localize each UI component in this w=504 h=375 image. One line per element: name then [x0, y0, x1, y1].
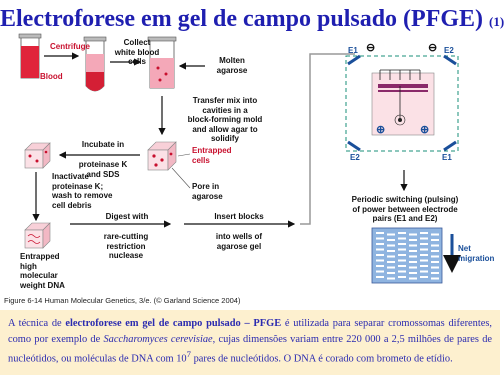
gel-band	[387, 278, 395, 280]
gel-band	[420, 249, 428, 251]
gel-band	[431, 261, 439, 263]
minus-symbol-right: ⊖	[428, 42, 438, 54]
gel-band	[420, 276, 428, 278]
gel-band	[398, 265, 406, 267]
gel-band	[398, 271, 406, 273]
label-e1-top: E1	[348, 46, 358, 55]
minus-symbol-left: ⊖	[366, 42, 376, 54]
gel-band	[387, 267, 395, 269]
label-molten: Molten agarose	[216, 56, 248, 75]
gel-band	[409, 256, 417, 258]
gel-band	[420, 271, 428, 273]
gel-band	[398, 243, 406, 245]
cells-pointer	[178, 154, 190, 156]
gel-band	[420, 260, 428, 262]
gel-band	[420, 243, 428, 245]
text-part-2: é utilizada para separar cromossomas diferentes, como por exemplo de	[8, 318, 493, 345]
gel-band	[431, 245, 439, 247]
gel-band	[431, 278, 439, 280]
gel-band	[409, 250, 417, 252]
text-part-1: A técnica de	[8, 318, 66, 329]
label-proteinase: proteinase K and SDS	[78, 160, 128, 179]
text-bold-term: electroforese em gel de campo pulsado – PFGE	[65, 318, 282, 329]
plus-symbol-left: ⊕	[376, 124, 386, 136]
gel-band	[376, 271, 384, 273]
gel-band	[431, 250, 439, 252]
gel-band	[409, 261, 417, 263]
description-text	[0, 310, 500, 375]
label-net-migration: Net migration	[458, 244, 495, 263]
label-inactivate: Inactivate proteinase K; wash to remove cell debris	[52, 172, 113, 210]
gel-band	[431, 256, 439, 258]
gel-band	[409, 278, 417, 280]
label-wells: into wells of agarose gel	[215, 232, 263, 251]
label-centrifuge: Centrifuge	[50, 42, 90, 51]
gel-band	[376, 265, 384, 267]
gel-band	[387, 256, 395, 258]
label-digest: Digest with	[105, 212, 149, 221]
gel-band	[409, 239, 417, 241]
gel-band	[409, 245, 417, 247]
gel-band	[398, 254, 406, 256]
gel-band	[409, 234, 417, 236]
blood-tube-icon	[19, 34, 41, 78]
gel-band	[398, 238, 406, 240]
label-collect: Collect white blood cells	[114, 38, 160, 66]
gel-band	[376, 249, 384, 251]
gel-chamber	[346, 56, 458, 151]
gel-band	[431, 267, 439, 269]
gel-band	[387, 261, 395, 263]
label-entrapped-cells: Entrapped cells	[192, 146, 232, 165]
label-e1-bottom: E1	[442, 153, 452, 162]
gel-band	[376, 276, 384, 278]
agarose-block-icon	[148, 142, 176, 170]
gel-band	[376, 260, 384, 262]
label-e2-bottom: E2	[350, 153, 360, 162]
incubated-block-icon	[25, 143, 50, 168]
gel-band	[398, 276, 406, 278]
gel-band	[387, 234, 395, 236]
gel-band	[420, 265, 428, 267]
gel-band	[420, 254, 428, 256]
gel-band	[409, 267, 417, 269]
text-exponent: 7	[186, 349, 191, 359]
gel-band	[420, 238, 428, 240]
gel-band	[420, 232, 428, 234]
gel-band	[431, 234, 439, 236]
gel-band	[387, 250, 395, 252]
gel-band	[376, 232, 384, 234]
gel-band	[387, 272, 395, 274]
gel-band	[431, 239, 439, 241]
gel-band	[398, 260, 406, 262]
pore-pointer	[172, 168, 190, 188]
label-pore: Pore in agarose	[192, 182, 223, 201]
gel-band	[398, 232, 406, 234]
gel-band	[431, 272, 439, 274]
title-number: (1)	[489, 14, 504, 29]
gel-band	[387, 245, 395, 247]
text-part-3: , cujas dimensões variam entre 220 000 a 2,5 milhões de pares de nucleótidos, ou moléculas de DNA com 10	[8, 333, 492, 365]
title-main: Electroforese em gel de campo pulsado (PFGE)	[0, 6, 484, 32]
gel-band	[376, 238, 384, 240]
label-periodic: Periodic switching (pulsing) of power between electrode pairs (E1 and E2)	[351, 195, 459, 223]
text-species: Saccharomyces cerevisiae	[103, 333, 213, 345]
gel-band	[376, 243, 384, 245]
gel-band	[398, 249, 406, 251]
gel-band	[376, 254, 384, 256]
label-entrapped-dna: Entrapped high molecular weight DNA	[20, 252, 65, 290]
label-rare: rare-cutting restriction nuclease	[103, 232, 149, 260]
label-insert: Insert blocks	[214, 212, 264, 221]
label-transfer: Transfer mix into cavities in a block-forming mold and allow agar to solidify	[187, 96, 263, 143]
gel-band	[409, 272, 417, 274]
label-incubate: Incubate in	[81, 140, 125, 149]
dna-block-icon	[25, 223, 50, 248]
label-blood: Blood	[40, 72, 63, 81]
gel-band	[387, 239, 395, 241]
text-part-4: pares de nucleótidos. O DNA é corado com brometo de etídio.	[190, 353, 453, 365]
figure-caption: Figure 6-14 Human Molecular Genetics, 3/e. (© Garland Science 2004)	[4, 296, 241, 305]
plus-symbol-right: ⊕	[420, 124, 430, 136]
label-e2-top: E2	[444, 46, 454, 55]
